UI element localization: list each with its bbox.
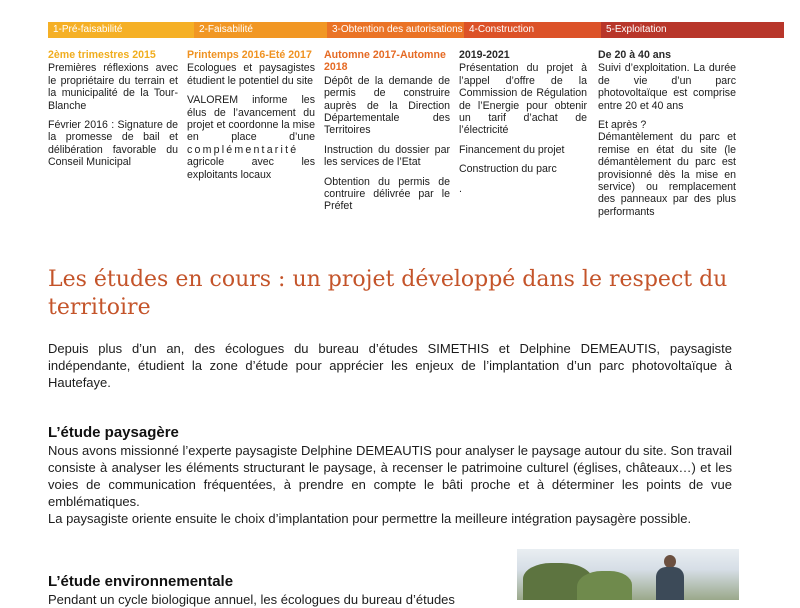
column-paragraph: Suivi d’exploitation. La durée de vie d’un parc photovoltaïque est comprise entre 20 et 40 ans bbox=[598, 62, 736, 112]
column-paragraph: . bbox=[459, 182, 462, 195]
column-text: complémentarité bbox=[187, 143, 299, 156]
paysagere-paragraph: La paysagiste oriente ensuite le choix d’implantation pour permettre la meilleure intégration paysagère possible. bbox=[48, 511, 692, 526]
column-text: agricole avec les exploitants locaux bbox=[187, 156, 315, 181]
column-date: Printemps 2016-Eté 2017 bbox=[187, 49, 312, 61]
timeline-stage-autorisations: 3-Obtention des autorisations bbox=[327, 22, 467, 38]
column-paragraph: Obtention du permis de contruire délivrée par le Préfet bbox=[324, 175, 450, 213]
photo-person bbox=[655, 555, 685, 600]
timeline-stage-exploitation: 5-Exploitation bbox=[601, 22, 784, 38]
timeline-stage-prefaisabilite: 1-Pré-faisabilité bbox=[48, 22, 196, 38]
section-title: Les études en cours : un projet développé dans le respect du territoire bbox=[48, 267, 728, 320]
intro-paragraph: Depuis plus d’un an, des écologues du bureau d’études SIMETHIS et Delphine DEMEAUTIS, paysagiste indépendante, étudient la zone d’étude pour apprécier les enjeux de l’implantation d’un parc photovoltaïque à Hautefaye. bbox=[48, 341, 732, 390]
paysagere-heading: L’étude paysagère bbox=[48, 424, 179, 441]
column-paragraph: Financement du projet bbox=[459, 143, 565, 156]
timeline-column-exploitation bbox=[598, 49, 736, 225]
column-paragraph bbox=[187, 94, 315, 181]
column-paragraph: Instruction du dossier par les services de l’Etat bbox=[324, 143, 450, 169]
timeline-stage-faisabilite: 2-Faisabilité bbox=[194, 22, 330, 38]
timeline-column-faisabilite bbox=[187, 49, 315, 181]
paysagere-body bbox=[48, 442, 732, 527]
timeline-column-prefaisabilite bbox=[48, 49, 178, 176]
paysagere-paragraph: Nous avons missionné l’experte paysagiste Delphine DEMEAUTIS pour analyser le paysage autour du site. Son travail consiste à analyser les éléments structurant le paysage, à recenser le patrimoine culturel (églises, châteaux…) et les voies de communication fréquentées, à prendre en compte le bâti proche et à déterminer les points de vue emblématiques. bbox=[48, 443, 732, 509]
column-paragraph: Dépôt de la demande de permis de construire auprès de la Direction Départementale des Territoires bbox=[324, 74, 450, 137]
column-paragraph: Premières réflexions avec le propriétaire du terrain et la municipalité de la Tour-Blanche bbox=[48, 62, 178, 112]
column-date: 2019-2021 bbox=[459, 49, 510, 61]
column-date: Automne 2017-Automne 2018 bbox=[324, 49, 446, 74]
column-paragraph: Et après ? bbox=[598, 119, 647, 132]
column-paragraph: Ecologues et paysagistes étudient le potentiel du site bbox=[187, 62, 315, 87]
project-timeline bbox=[48, 22, 784, 38]
column-paragraph: Démantèlement du parc et remise en état du site (le démantèlement du parc est provisionné dès la mise en service) ou remplacement des panneaux par des plus performants bbox=[598, 131, 736, 218]
ecologist-photo bbox=[517, 549, 739, 600]
column-text: VALOREM informe les élus de l’avancement du projet et coordonne la mise en place d’une bbox=[187, 94, 315, 144]
environnementale-heading: L’étude environnementale bbox=[48, 573, 234, 590]
timeline-column-autorisations bbox=[324, 49, 450, 220]
column-paragraph: Février 2016 : Signature de la promesse de bail et délibération favorable du Conseil Municipal bbox=[48, 119, 178, 169]
column-date: 2ème trimestres 2015 bbox=[48, 49, 156, 61]
column-date: De 20 à 40 ans bbox=[598, 49, 672, 61]
column-paragraph: Présentation du projet à l’appel d’offre de la Commission de Régulation de l’Energie pour obtenir un tarif d’achat de l’électricité bbox=[459, 62, 587, 137]
timeline-stage-construction: 4-Construction bbox=[464, 22, 604, 38]
photo-tree bbox=[577, 571, 632, 600]
timeline-column-construction bbox=[459, 49, 587, 202]
environnementale-paragraph: Pendant un cycle biologique annuel, les écologues du bureau d’études bbox=[48, 592, 455, 607]
photo-person-torso bbox=[656, 567, 684, 600]
column-paragraph: Construction du parc bbox=[459, 163, 557, 176]
